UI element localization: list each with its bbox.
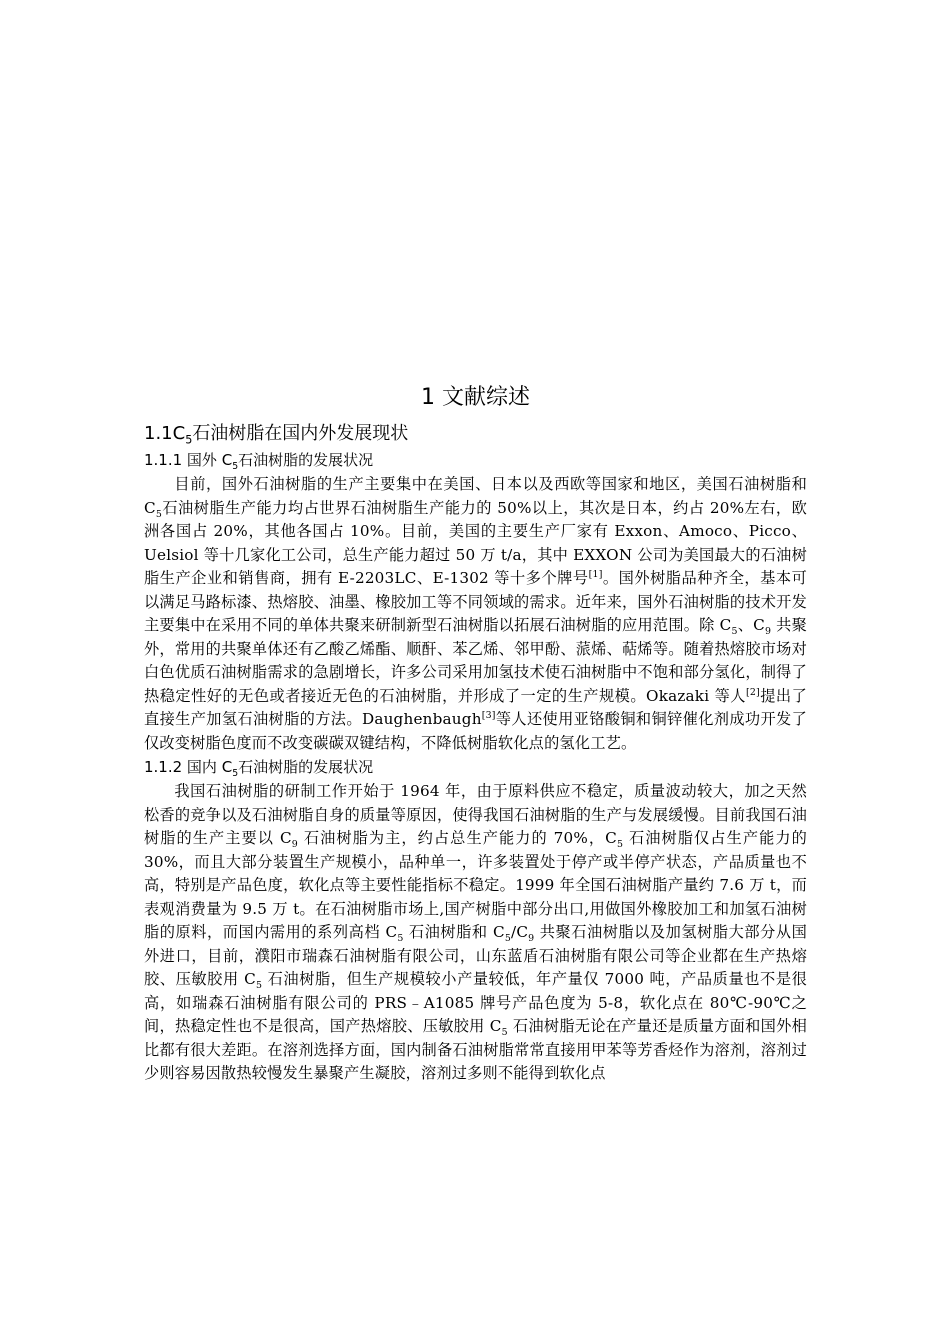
subsection-title-subscript: 5 — [232, 768, 239, 779]
paragraph-text: 。国外树脂品种齐全，基本可以满足马路标漆、热熔胶、油墨、橡胶加工等不同领域的需求。近年来，国外石油树脂的技术开发主要集中在采用不同的单体共聚来研制新型石油树脂以拓展石油树脂的应用范围。除 C — [144, 569, 807, 634]
subscript: 5 — [731, 626, 738, 638]
subsection-title-subscript: 5 — [232, 461, 239, 472]
citation-ref: [3] — [481, 709, 496, 721]
paragraph-text: 提出了直接生产加氢石油树脂的方法。Daughenbaugh — [144, 686, 807, 728]
paragraph-text: 共聚外，常用的共聚单体还有乙酸乙烯酯、顺酐、苯乙烯、邻甲酚、蒎烯、萜烯等。随着热熔胶市场对白色优质石油树脂需求的急剧增长，许多公司采用加氢技术使石油树脂中不饱和部分氢化，制得了热稳定性好的无色或者接近无色的石油树脂，并形成了一定的生产规模。Okazaki 等人 — [144, 616, 807, 705]
subscript: 5 — [504, 933, 512, 945]
subscript: 5 — [397, 933, 404, 945]
section-title-suffix: 石油树脂在国内外发展现状 — [192, 423, 409, 444]
paragraph-text: 共聚石油树脂以及加氢树脂大部分从国外进口，目前，濮阳市瑞森石油树脂有限公司，山东蓝盾石油树脂有限公司等企业都在生产热熔胶、压敏胶用 C — [144, 923, 807, 988]
citation-ref: [2] — [745, 686, 760, 698]
subscript: 5 — [501, 1027, 508, 1039]
subsection-title-suffix: 石油树脂的发展状况 — [238, 451, 374, 469]
subsection-title-domestic — [144, 755, 807, 780]
subsection-title-suffix: 石油树脂的发展状况 — [238, 758, 374, 776]
subscript: 9 — [764, 626, 772, 638]
citation-ref: [1] — [588, 568, 603, 580]
section-title-subscript: 5 — [185, 433, 193, 447]
paragraph-text: 等人还使用亚铬酸铜和铜锌催化剂成功开发了仅改变树脂色度而不改变碳碳双键结构，不降低树脂软化点的氢化工艺。 — [144, 710, 807, 752]
subscript: 9 — [291, 839, 298, 851]
paragraph-domestic-status — [144, 780, 807, 1086]
section-title-prefix: 1.1C — [144, 423, 186, 444]
section-title — [144, 420, 807, 448]
paragraph-text: 、C — [737, 616, 765, 634]
paragraph-text: 石油树脂，但生产规模较小产量较低，年产量仅 7000 吨，产品质量也不是很高，如瑞森石油树脂有限公司的 PRS﹣A1085 牌号产品色度为 5-8，软化点在 80℃-90℃之间，热稳定性也不是很高，国产热熔胶、压敏胶用 C — [144, 970, 807, 1035]
subscript: 5 — [155, 508, 163, 520]
paragraph-text: 目前，国外石油树脂的生产主要集中在美国、日本以及西欧等国家和地区，美国石油树脂和 C — [144, 475, 807, 517]
paragraph-text: 石油树脂仅占生产能力的 30%，而且大部分装置生产规模小，品种单一，许多装置处于停产或半停产状态，产品质量也不高，特别是产品色度，软化点等主要性能指标不稳定。1999 年全国石油树脂产量约 7.6 万 t，而表观消费量为 9.5 万 t。在石油树脂市场上,国产树脂中部分出口,用做国外橡胶加工和加氢石油树脂的原料，而国内需用的系列高档 C — [144, 829, 807, 941]
paragraph-text: 石油树脂为主，约占总生产能力的 70%，C — [297, 829, 617, 847]
paragraph-foreign-status — [144, 473, 807, 755]
subsection-title-prefix: 1.1.2 国内 C — [144, 758, 233, 776]
subsection-title-prefix: 1.1.1 国外 C — [144, 451, 233, 469]
paragraph-text: 石油树脂无论在产量还是质量方面和国外相比都有很大差距。在溶剂选择方面，国内制备石油树脂常常直接用甲苯等芳香烃作为溶剂，溶剂过少则容易因散热较慢发生暴聚产生凝胶，溶剂过多则不能得到软化点 — [144, 1017, 808, 1082]
subscript: 5 — [256, 980, 263, 992]
document-page — [144, 380, 807, 1086]
subscript: 9 — [528, 933, 535, 945]
chapter-title: 1 文献综述 — [421, 385, 530, 410]
paragraph-text: 石油树脂生产能力均占世界石油树脂生产能力的 50%以上，其次是日本，约占 20%左右，欧洲各国占 20%，其他各国占 10%。目前，美国的主要生产厂家有 Exxon、Amoco、Picco、Uelsiol 等十几家化工公司，总生产能力超过 50 万 t/a，其中 EXXON 公司为美国最大的石油树脂生产企业和销售商，拥有 E-2203LC、E-1302 等十多个牌号 — [144, 498, 807, 587]
paragraph-text: 石油树脂和 C — [403, 923, 505, 941]
paragraph-text: /C — [511, 923, 529, 941]
subsection-title-foreign — [144, 448, 807, 473]
paragraph-text: 我国石油树脂的研制工作开始于 1964 年，由于原料供应不稳定，质量波动较大，加之天然松香的竞争以及石油树脂自身的质量等原因，使得我国石油树脂的生产与发展缓慢。目前我国石油树脂的生产主要以 C — [144, 782, 807, 847]
subscript: 5 — [616, 839, 624, 851]
